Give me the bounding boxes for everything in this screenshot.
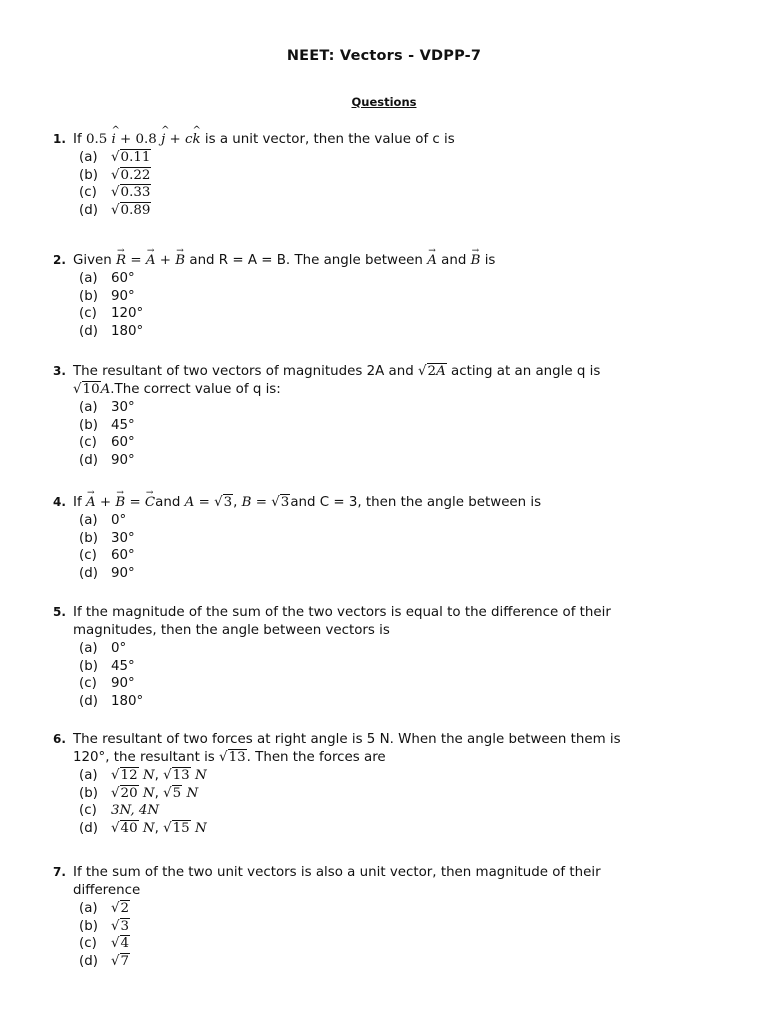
question-1 — [53, 131, 718, 219]
option-d: (d) √7 — [79, 953, 130, 969]
option-b: (b) √3 — [79, 918, 130, 934]
option-b: (b) 90° — [79, 288, 135, 304]
option-c: (c) 60° — [79, 548, 135, 564]
question-stem: If → A + → B = → Cand A = √3, B = √3and C = 3, then the angle between is — [73, 494, 718, 512]
question-stem: If the magnitude of the sum of the two vectors is equal to the difference of their — [73, 605, 611, 620]
options-list — [79, 149, 718, 219]
option-d: (d) 90° — [79, 565, 135, 581]
option-b: (b) √20 N, √5 N — [79, 785, 199, 801]
question-stem-line-2: √10A.The correct value of q is: — [73, 382, 281, 397]
option-d: (d) 180° — [79, 323, 144, 339]
option-a: (a) √0.11 — [79, 150, 151, 165]
question-number: 6. — [53, 732, 66, 746]
question-7 — [53, 864, 718, 970]
question-number: 7. — [53, 865, 66, 879]
option-c: (c) 60° — [79, 435, 135, 451]
option-d: (d) √40 N, √15 N — [79, 820, 207, 836]
question-stem: Given → R = → A + → B and R = A = B. The angle between → A and → B is — [73, 252, 718, 270]
question-4 — [53, 494, 718, 582]
options-list — [79, 270, 718, 340]
option-a: (a) √12 N, √13 N — [79, 768, 207, 783]
option-b: (b) 45° — [79, 658, 135, 674]
option-c: (c) √0.33 — [79, 185, 151, 201]
option-d: (d) 180° — [79, 693, 144, 709]
option-a: (a) 0° — [79, 513, 127, 528]
question-3 — [53, 363, 718, 469]
option-a: (a) 60° — [79, 271, 135, 286]
question-number: 5. — [53, 605, 66, 619]
question-6 — [53, 731, 718, 837]
question-5 — [53, 604, 718, 710]
option-d: (d) 90° — [79, 452, 135, 468]
question-number: 1. — [53, 132, 66, 146]
question-stem-line-2: magnitudes, then the angle between vectors is — [73, 623, 390, 638]
option-a: (a) 0° — [79, 641, 127, 656]
page-title: NEET: Vectors - VDPP-7 — [286, 48, 482, 64]
options-list — [79, 640, 718, 710]
option-c: (c) 3N, 4N — [79, 803, 160, 819]
question-2 — [53, 252, 718, 340]
question-number: 3. — [53, 364, 66, 378]
question-stem-line-2: 120°, the resultant is √13. Then the forces are — [73, 750, 386, 765]
option-c: (c) 120° — [79, 306, 144, 322]
question-stem-line-2: difference — [73, 883, 141, 898]
option-b: (b) 45° — [79, 417, 135, 433]
option-d: (d) √0.89 — [79, 202, 151, 218]
question-number: 4. — [53, 495, 66, 509]
question-stem: If the sum of the two unit vectors is also a unit vector, then magnitude of their — [73, 865, 601, 880]
options-list — [79, 399, 718, 469]
option-a: (a) 30° — [79, 400, 135, 415]
section-heading: Questions — [351, 95, 417, 109]
option-b: (b) √0.22 — [79, 167, 151, 183]
question-stem: The resultant of two forces at right angle is 5 N. When the angle between them is — [73, 732, 621, 747]
option-a: (a) √2 — [79, 901, 130, 916]
options-list — [79, 512, 718, 582]
option-c: (c) 90° — [79, 676, 135, 692]
options-list — [79, 900, 718, 970]
options-list — [79, 767, 718, 837]
question-stem: The resultant of two vectors of magnitudes 2A and √2A acting at an angle q is — [73, 364, 601, 379]
question-number: 2. — [53, 253, 66, 267]
option-b: (b) 30° — [79, 530, 135, 546]
option-c: (c) √4 — [79, 936, 130, 952]
question-stem: If 0.5 ^ i + 0.8 ^ j + c^ k is a unit vector, then the value of c is — [73, 131, 718, 149]
